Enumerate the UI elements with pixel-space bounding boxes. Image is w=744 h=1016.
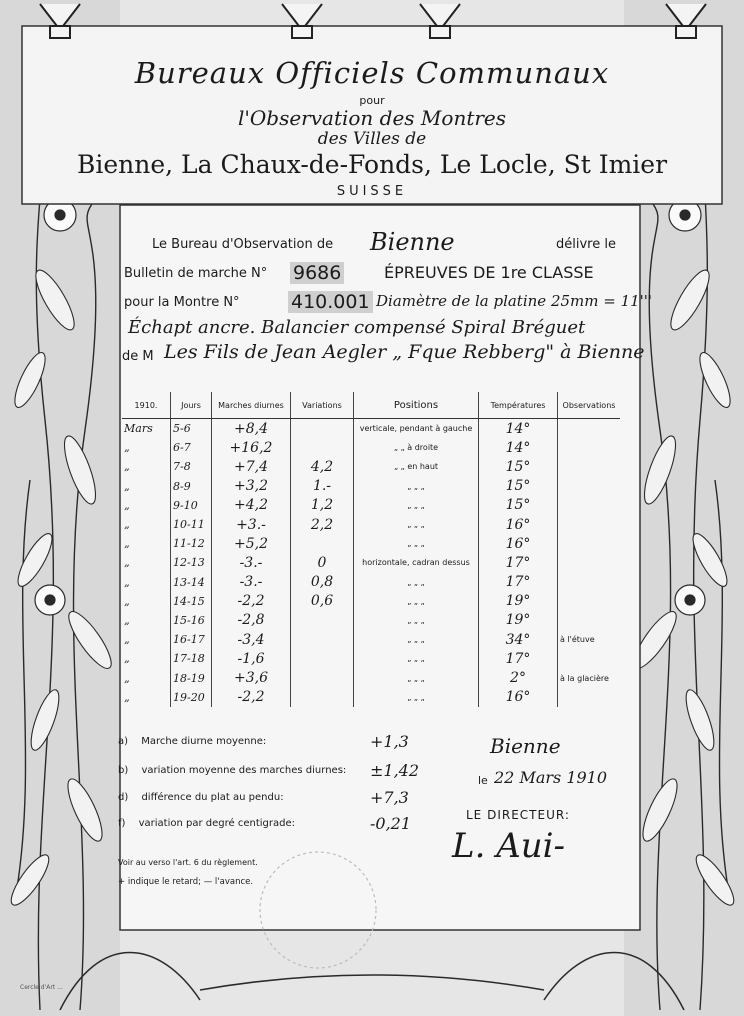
footnote-sign: + indique le retard; — l'avance.	[118, 877, 254, 887]
cell-marche: -3.-	[212, 553, 291, 572]
directeur-label: LE DIRECTEUR:	[466, 808, 570, 822]
cell-marche: +16,2	[212, 438, 291, 457]
de-m-label: de M	[122, 349, 154, 364]
summary-key: a)	[118, 736, 129, 747]
cell-variation	[291, 668, 354, 687]
bureau-prefix: Le Bureau d'Observation de	[152, 237, 334, 252]
cell-temperature: 16°	[479, 515, 558, 534]
cell-marche: -2,2	[212, 688, 291, 707]
cell-jours: 10-11	[171, 515, 212, 534]
header-line4: Bienne, La Chaux-de-Fonds, Le Locle, St Imier	[76, 150, 668, 179]
cell-variation: 2,2	[291, 515, 354, 534]
cell-jours: 7-8	[171, 457, 212, 476]
printer-mark: Cercle d'Art ...	[20, 984, 63, 991]
cell-month: Mars	[124, 422, 153, 436]
cell-variation: 4,2	[291, 457, 354, 476]
cell-observation	[558, 553, 621, 572]
cell-variation: 1.-	[291, 477, 354, 496]
cell-observation	[558, 649, 621, 668]
cell-temperature: 19°	[479, 592, 558, 611]
cell-observation	[558, 611, 621, 630]
place-city: Bienne	[490, 734, 561, 758]
cell-marche: +4,2	[212, 496, 291, 515]
directeur-signature: L. Aui-	[452, 826, 566, 866]
cell-temperature: 34°	[479, 630, 558, 649]
col-positions: Positions	[354, 392, 479, 419]
cell-temperature: 14°	[479, 419, 558, 439]
cell-temperature: 17°	[479, 649, 558, 668]
table-row	[122, 457, 620, 476]
cell-position: „ „ „	[354, 668, 479, 687]
cell-position: verticale, pendant à gauche	[354, 419, 479, 439]
table-row	[122, 419, 620, 439]
table-row	[122, 688, 620, 707]
diametre-platine: Diamètre de la platine 25mm = 11'''	[376, 292, 653, 310]
col-marches: Marches diurnes	[212, 392, 291, 419]
cell-position: „ „ „	[354, 592, 479, 611]
header-line3: des Villes de	[317, 129, 427, 149]
cell-jours: 5-6	[171, 419, 212, 439]
observation-table	[122, 392, 620, 707]
cell-temperature: 14°	[479, 438, 558, 457]
cell-temperature: 17°	[479, 553, 558, 572]
cell-position: „ „ „	[354, 573, 479, 592]
cell-variation: 1,2	[291, 496, 354, 515]
cell-observation	[558, 496, 621, 515]
cell-observation	[558, 573, 621, 592]
date-value: 22 Mars 1910	[494, 768, 608, 787]
summary-label: différence du plat au pendu:	[141, 792, 284, 803]
cell-jours: 11-12	[171, 534, 212, 553]
cell-month: „	[124, 594, 130, 608]
epreuves-class: ÉPREUVES DE 1re CLASSE	[384, 263, 594, 282]
cell-observation	[558, 592, 621, 611]
cell-month: „	[124, 633, 130, 647]
cell-temperature: 16°	[479, 534, 558, 553]
cell-variation	[291, 649, 354, 668]
cell-month: „	[124, 518, 130, 532]
cell-variation: 0,8	[291, 573, 354, 592]
cell-temperature: 16°	[479, 688, 558, 707]
cell-jours: 8-9	[171, 477, 212, 496]
cell-temperature: 15°	[479, 457, 558, 476]
header-line2: l'Observation des Montres	[237, 106, 507, 130]
cell-observation	[558, 457, 621, 476]
cell-marche: +5,2	[212, 534, 291, 553]
cell-marche: +8,4	[212, 419, 291, 439]
cell-position: „ „ „	[354, 496, 479, 515]
cell-month: „	[124, 479, 130, 493]
cell-month: „	[124, 575, 130, 589]
footnote-verso: Voir au verso l'art. 6 du règlement.	[118, 858, 258, 867]
cell-month: „	[124, 652, 130, 666]
cell-observation	[558, 477, 621, 496]
table-row	[122, 611, 620, 630]
cell-variation	[291, 419, 354, 439]
summary-label: variation par degré centigrade:	[138, 818, 295, 829]
summary-label: variation moyenne des marches diurnes:	[141, 765, 347, 776]
col-variations: Variations	[291, 392, 354, 419]
cell-month: „	[124, 460, 130, 474]
cell-position: „ „ „	[354, 688, 479, 707]
cell-position: „ „ „	[354, 515, 479, 534]
cell-marche: -2,8	[212, 611, 291, 630]
header-suisse: SUISSE	[336, 184, 408, 199]
summary-key: d)	[118, 792, 129, 803]
col-jours: Jours	[171, 392, 212, 419]
summary-row	[118, 814, 438, 833]
cell-marche: -1,6	[212, 649, 291, 668]
cell-observation: à la glacière	[558, 668, 621, 687]
cell-marche: -3,4	[212, 630, 291, 649]
summary-key: f)	[118, 818, 126, 829]
city-handwritten: Bienne	[370, 228, 455, 256]
cell-marche: +3,6	[212, 668, 291, 687]
movement-spec: Échapt ancre. Balancier compensé Spiral Bréguet	[128, 317, 586, 338]
table-row	[122, 438, 620, 457]
cell-position: „ „ „	[354, 630, 479, 649]
date-le: le	[478, 774, 488, 787]
cell-jours: 6-7	[171, 438, 212, 457]
bulletin-number: 9686	[290, 262, 344, 284]
table-row	[122, 668, 620, 687]
col-year: 1910.	[122, 392, 171, 419]
table-row	[122, 477, 620, 496]
cell-observation	[558, 688, 621, 707]
cell-observation	[558, 515, 621, 534]
table-row	[122, 534, 620, 553]
summary-row	[118, 761, 438, 780]
delivre-label: délivre le	[556, 237, 616, 252]
cell-variation	[291, 438, 354, 457]
cell-position: „ „ en haut	[354, 457, 479, 476]
montre-number: 410.001	[288, 291, 373, 313]
cell-jours: 12-13	[171, 553, 212, 572]
cell-temperature: 15°	[479, 496, 558, 515]
cell-marche: +3.-	[212, 515, 291, 534]
table-row	[122, 553, 620, 572]
cell-temperature: 17°	[479, 573, 558, 592]
cell-temperature: 15°	[479, 477, 558, 496]
cell-variation	[291, 611, 354, 630]
cell-observation	[558, 419, 621, 439]
cell-position: „ „ „	[354, 611, 479, 630]
col-temperatures: Températures	[479, 392, 558, 419]
table-body	[122, 419, 620, 707]
table-row	[122, 630, 620, 649]
cell-marche: -2,2	[212, 592, 291, 611]
cell-jours: 18-19	[171, 668, 212, 687]
montre-label: pour la Montre N°	[124, 295, 240, 310]
cell-marche: +3,2	[212, 477, 291, 496]
table-row	[122, 592, 620, 611]
table-row	[122, 649, 620, 668]
cell-observation: à l'étuve	[558, 630, 621, 649]
cell-month: „	[124, 498, 130, 512]
cell-month: „	[124, 537, 130, 551]
cell-position: horizontale, cadran dessus	[354, 553, 479, 572]
header-pour: pour	[359, 94, 385, 107]
summary-value: +7,3	[370, 788, 409, 807]
col-observations: Observations	[558, 392, 621, 419]
cell-jours: 17-18	[171, 649, 212, 668]
cell-month: „	[124, 613, 130, 627]
maker-name: Les Fils de Jean Aegler „ Fque Rebberg" à Bienne	[164, 341, 645, 363]
cell-position: „ „ „	[354, 649, 479, 668]
cell-month: „	[124, 441, 130, 455]
cell-variation	[291, 630, 354, 649]
cell-variation	[291, 688, 354, 707]
cell-jours: 14-15	[171, 592, 212, 611]
table-header-row	[122, 392, 620, 419]
cell-variation: 0,6	[291, 592, 354, 611]
summary-row	[118, 788, 438, 807]
summary-value: ±1,42	[370, 761, 420, 780]
cell-observation	[558, 438, 621, 457]
cell-variation	[291, 534, 354, 553]
bulletin-label: Bulletin de marche N°	[124, 266, 268, 281]
cell-temperature: 19°	[479, 611, 558, 630]
cell-position: „ „ „	[354, 534, 479, 553]
summary-value: +1,3	[370, 732, 409, 751]
cell-month: „	[124, 671, 130, 685]
cell-jours: 13-14	[171, 573, 212, 592]
cell-jours: 15-16	[171, 611, 212, 630]
cell-jours: 19-20	[171, 688, 212, 707]
cell-month: „	[124, 690, 130, 704]
cell-marche: +7,4	[212, 457, 291, 476]
table-row	[122, 515, 620, 534]
cell-temperature: 2°	[479, 668, 558, 687]
table-row	[122, 496, 620, 515]
cell-marche: -3.-	[212, 573, 291, 592]
cell-variation: 0	[291, 553, 354, 572]
cell-month: „	[124, 556, 130, 570]
cell-jours: 9-10	[171, 496, 212, 515]
summary-row	[118, 732, 438, 751]
summary-key: b)	[118, 765, 129, 776]
summary-label: Marche diurne moyenne:	[141, 736, 267, 747]
cell-jours: 16-17	[171, 630, 212, 649]
cell-position: „ „ „	[354, 477, 479, 496]
cell-observation	[558, 534, 621, 553]
summary-value: -0,21	[370, 814, 412, 833]
header-line1: Bureaux Officiels Communaux	[134, 56, 610, 90]
table-row	[122, 573, 620, 592]
cell-position: „ „ à droite	[354, 438, 479, 457]
